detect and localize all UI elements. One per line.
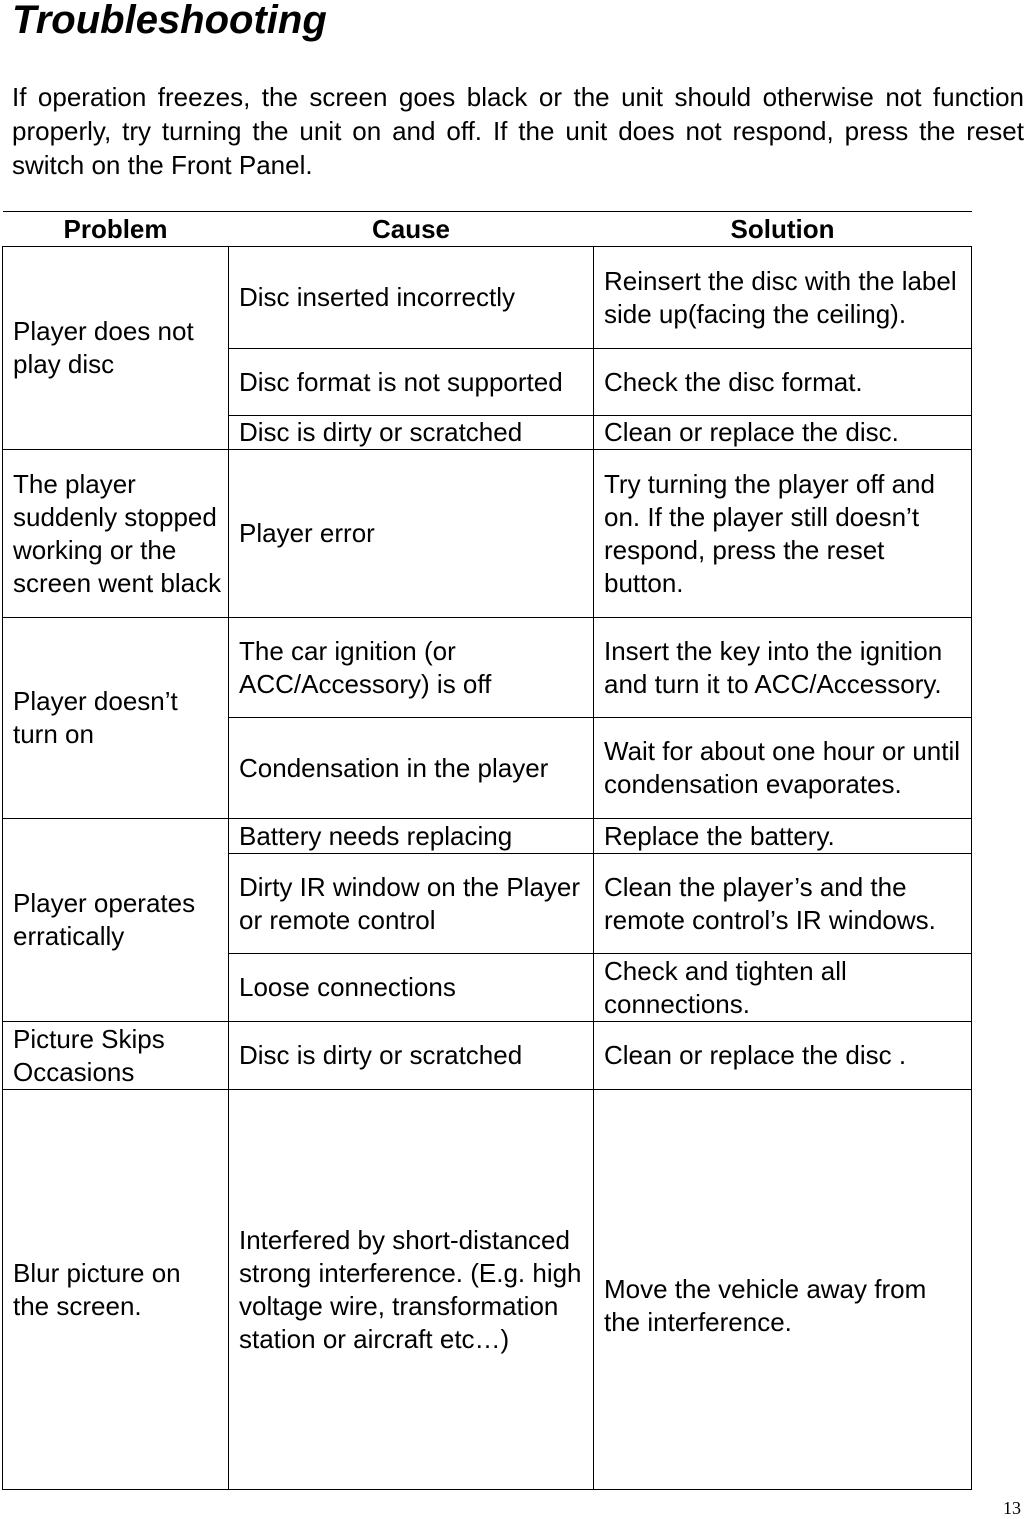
table-row [3,450,972,618]
solution-cell: Clean the player’s and the remote control’s IR windows. [594,854,972,954]
problem-cell: Player does not play disc [3,247,229,450]
header-problem: Problem [3,212,229,247]
problem-cell: Player operates erratically [3,819,229,1022]
problem-cell: Picture Skips Occasions [3,1022,229,1090]
intro-paragraph: If operation freezes, the screen goes black or the unit should otherwise not function properly, try turning the unit on and off. If the unit does not respond, press the reset switch on the Front Panel. [12,82,1024,180]
table-row [3,819,972,854]
solution-cell: Clean or replace the disc . [594,1022,972,1090]
solution-cell: Check and tighten all connections. [594,954,972,1022]
solution-cell: Replace the battery. [594,819,972,854]
cause-cell: Disc is dirty or scratched [229,1022,594,1090]
page-title: Troubleshooting [12,0,327,42]
problem-cell: Player doesn’t turn on [3,618,229,819]
cause-cell: Interfered by short-distanced strong interference. (E.g. high voltage wire, transformation station or aircraft etc…) [229,1090,594,1490]
solution-cell: Move the vehicle away from the interference. [594,1090,972,1490]
cause-cell: Battery needs replacing [229,819,594,854]
solution-cell: Wait for about one hour or until condensation evaporates. [594,718,972,819]
table-row [3,247,972,349]
problem-cell: The player suddenly stopped working or the screen went black [3,450,229,618]
table-row [3,618,972,718]
solution-cell: Reinsert the disc with the label side up(facing the ceiling). [594,247,972,349]
solution-cell: Clean or replace the disc. [594,416,972,450]
cause-cell: The car ignition (or ACC/Accessory) is off [229,618,594,718]
solution-cell: Check the disc format. [594,349,972,416]
cause-cell: Loose connections [229,954,594,1022]
cause-cell: Disc format is not supported [229,349,594,416]
header-solution: Solution [594,212,972,247]
cause-cell: Disc is dirty or scratched [229,416,594,450]
cause-cell: Disc inserted incorrectly [229,247,594,349]
table-header-row [3,212,972,247]
header-cause: Cause [229,212,594,247]
table-row [3,1022,972,1090]
problem-cell: Blur picture on the screen. [3,1090,229,1490]
table-row [3,1090,972,1490]
cause-cell: Dirty IR window on the Player or remote control [229,854,594,954]
cause-cell: Player error [229,450,594,618]
solution-cell: Try turning the player off and on. If the player still doesn’t respond, press the reset button. [594,450,972,618]
cause-cell: Condensation in the player [229,718,594,819]
solution-cell: Insert the key into the ignition and turn it to ACC/Accessory. [594,618,972,718]
troubleshooting-table [2,211,972,1490]
page-number: 13 [1003,1498,1021,1518]
